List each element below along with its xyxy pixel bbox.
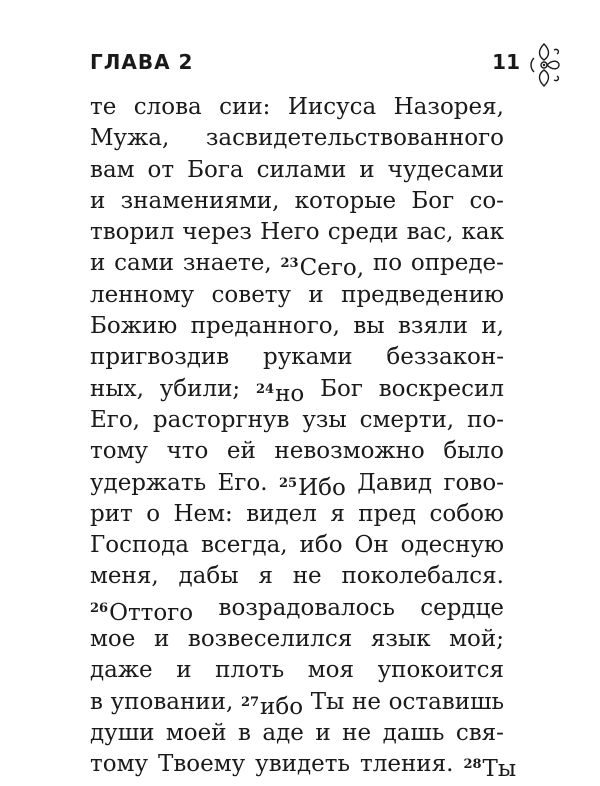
word: меня, (90, 563, 159, 590)
word: возрадовалось (218, 594, 395, 621)
text-line (90, 561, 504, 592)
word: Господа (90, 532, 190, 559)
running-header (90, 50, 540, 80)
word: мое (90, 626, 136, 653)
word: гово- (443, 469, 504, 496)
word: среди (327, 219, 399, 246)
text-line (90, 311, 504, 342)
word: Сего, (299, 255, 365, 282)
word: но (275, 380, 305, 407)
word: опреде- (410, 250, 504, 277)
word: и (153, 626, 170, 653)
word: не (342, 719, 372, 746)
word: рит (90, 500, 133, 527)
word: и, (481, 313, 504, 340)
verse-start (256, 374, 304, 405)
word: пригвоздив (90, 344, 230, 371)
word: я (330, 500, 345, 527)
word: увидеть (255, 751, 351, 778)
word: преданного, (190, 313, 340, 340)
word: одесную (400, 532, 504, 559)
word: было (443, 438, 504, 465)
word: моя (307, 657, 355, 684)
word: расторгнув (152, 406, 290, 433)
verse-number: 27 (240, 694, 260, 710)
text-line (90, 499, 504, 530)
word: творил (90, 219, 175, 246)
word: Бог (411, 187, 455, 214)
word: Ты (310, 688, 345, 715)
word: Бог (320, 375, 363, 402)
word: Давид (357, 469, 433, 496)
word: ибо (260, 693, 304, 720)
word: через (182, 219, 252, 246)
text-line (90, 405, 504, 436)
word: по (372, 250, 403, 277)
word: плоть (215, 657, 285, 684)
word: убили; (159, 375, 241, 402)
word: слова (133, 94, 202, 120)
word: знамениями, (120, 187, 280, 214)
word: Иисуса (287, 94, 377, 120)
word: чудесами (387, 156, 504, 183)
text-line (90, 217, 504, 248)
word: что (166, 438, 209, 465)
word: Он (354, 532, 389, 559)
word: узы (302, 406, 347, 433)
word: и (90, 250, 106, 277)
text-line (90, 248, 504, 282)
word: предведению (341, 281, 504, 308)
word: которые (294, 187, 397, 214)
word: тления. (360, 751, 454, 778)
verse-start (90, 593, 193, 624)
word: упокоится (377, 657, 504, 684)
word: силами (256, 156, 347, 183)
word: вы (353, 313, 385, 340)
word: совету (211, 281, 292, 308)
word: Твоему (158, 751, 246, 778)
word: даже (90, 657, 153, 684)
word: вас, (406, 219, 454, 246)
word: ных, (90, 375, 144, 402)
word: всегда, (200, 532, 288, 559)
verse-start (463, 749, 517, 783)
text-line (90, 186, 504, 217)
word: по- (467, 406, 504, 433)
text-line (90, 374, 504, 405)
text-line (90, 123, 504, 154)
word: удержать (90, 469, 207, 496)
word: знаете, (182, 250, 272, 277)
text-line (90, 92, 504, 123)
page-number: 11 (492, 50, 520, 74)
word: сердце (420, 594, 504, 621)
word: мой; (449, 626, 504, 653)
word: души (90, 719, 155, 746)
verse-number: 23 (280, 256, 299, 272)
word: тому (90, 751, 148, 778)
word: я (258, 563, 273, 590)
word: Него (260, 219, 320, 246)
word: о (146, 500, 161, 527)
word: дабы (178, 563, 239, 590)
text-line (90, 593, 504, 624)
word: воскресил (378, 375, 504, 402)
text-line (90, 655, 504, 686)
verse-number: 28 (463, 757, 482, 773)
word: ей (226, 438, 256, 465)
word: невозможно (274, 438, 425, 465)
word: Назорея, (393, 94, 504, 120)
word: как (461, 219, 504, 246)
verse-start (280, 248, 365, 282)
text-line (90, 530, 504, 561)
word: взяли (397, 313, 468, 340)
word: и (90, 187, 106, 214)
word: Мужа, (90, 125, 170, 152)
word: язык (370, 626, 431, 653)
word: Его. (217, 469, 268, 496)
word: Оттого (109, 599, 194, 626)
word: засвидетельствованного (205, 125, 504, 152)
word: пред (358, 500, 417, 527)
word: вам (90, 156, 135, 183)
verse-start (279, 468, 346, 499)
word: аде (262, 719, 304, 746)
scripture-text (90, 92, 517, 783)
verse-start (241, 687, 303, 718)
word: Ты (482, 756, 517, 783)
word: и (176, 657, 192, 684)
word: со- (469, 187, 504, 214)
word: смерти, (359, 406, 455, 433)
word: ленному (90, 281, 195, 308)
word: Его, (90, 406, 140, 433)
word: руками (263, 344, 353, 371)
text-line (90, 624, 504, 655)
text-line (90, 749, 517, 783)
word: видел (246, 500, 317, 527)
word: не (292, 563, 322, 590)
verse-number: 25 (278, 475, 298, 491)
word: Ибо (298, 474, 346, 501)
word: и (315, 719, 331, 746)
word: уповании, (110, 688, 234, 715)
word: не (352, 688, 381, 715)
word: в (238, 719, 251, 746)
ornament-icon (526, 40, 562, 90)
word: и (308, 281, 324, 308)
text-line (90, 155, 504, 186)
verse-number: 24 (255, 381, 275, 397)
text-line (90, 436, 504, 467)
text-line (90, 342, 504, 373)
text-line (90, 468, 504, 499)
word: от (147, 156, 175, 183)
word: и (359, 156, 375, 183)
word: оставишь (388, 688, 504, 715)
word: Божию (90, 313, 178, 340)
word: сами (114, 250, 174, 277)
word: моей (165, 719, 227, 746)
word: беззакон- (386, 344, 504, 371)
word: Нем: (173, 500, 233, 527)
word: собою (429, 500, 504, 527)
word: в (90, 688, 103, 715)
verse-number: 26 (90, 600, 109, 616)
word: возвеселился (187, 626, 353, 653)
word: ибо (299, 532, 343, 559)
chapter-heading: ГЛАВА 2 (90, 50, 194, 74)
word: Бога (187, 156, 244, 183)
text-line (90, 280, 504, 311)
word: тому (90, 438, 148, 465)
word: дашь (382, 719, 445, 746)
text-line (90, 687, 504, 718)
word: свя- (455, 719, 504, 746)
word: поколебался. (341, 563, 504, 590)
text-line (90, 718, 504, 749)
word: те (90, 94, 117, 120)
word: сии: (219, 94, 271, 120)
